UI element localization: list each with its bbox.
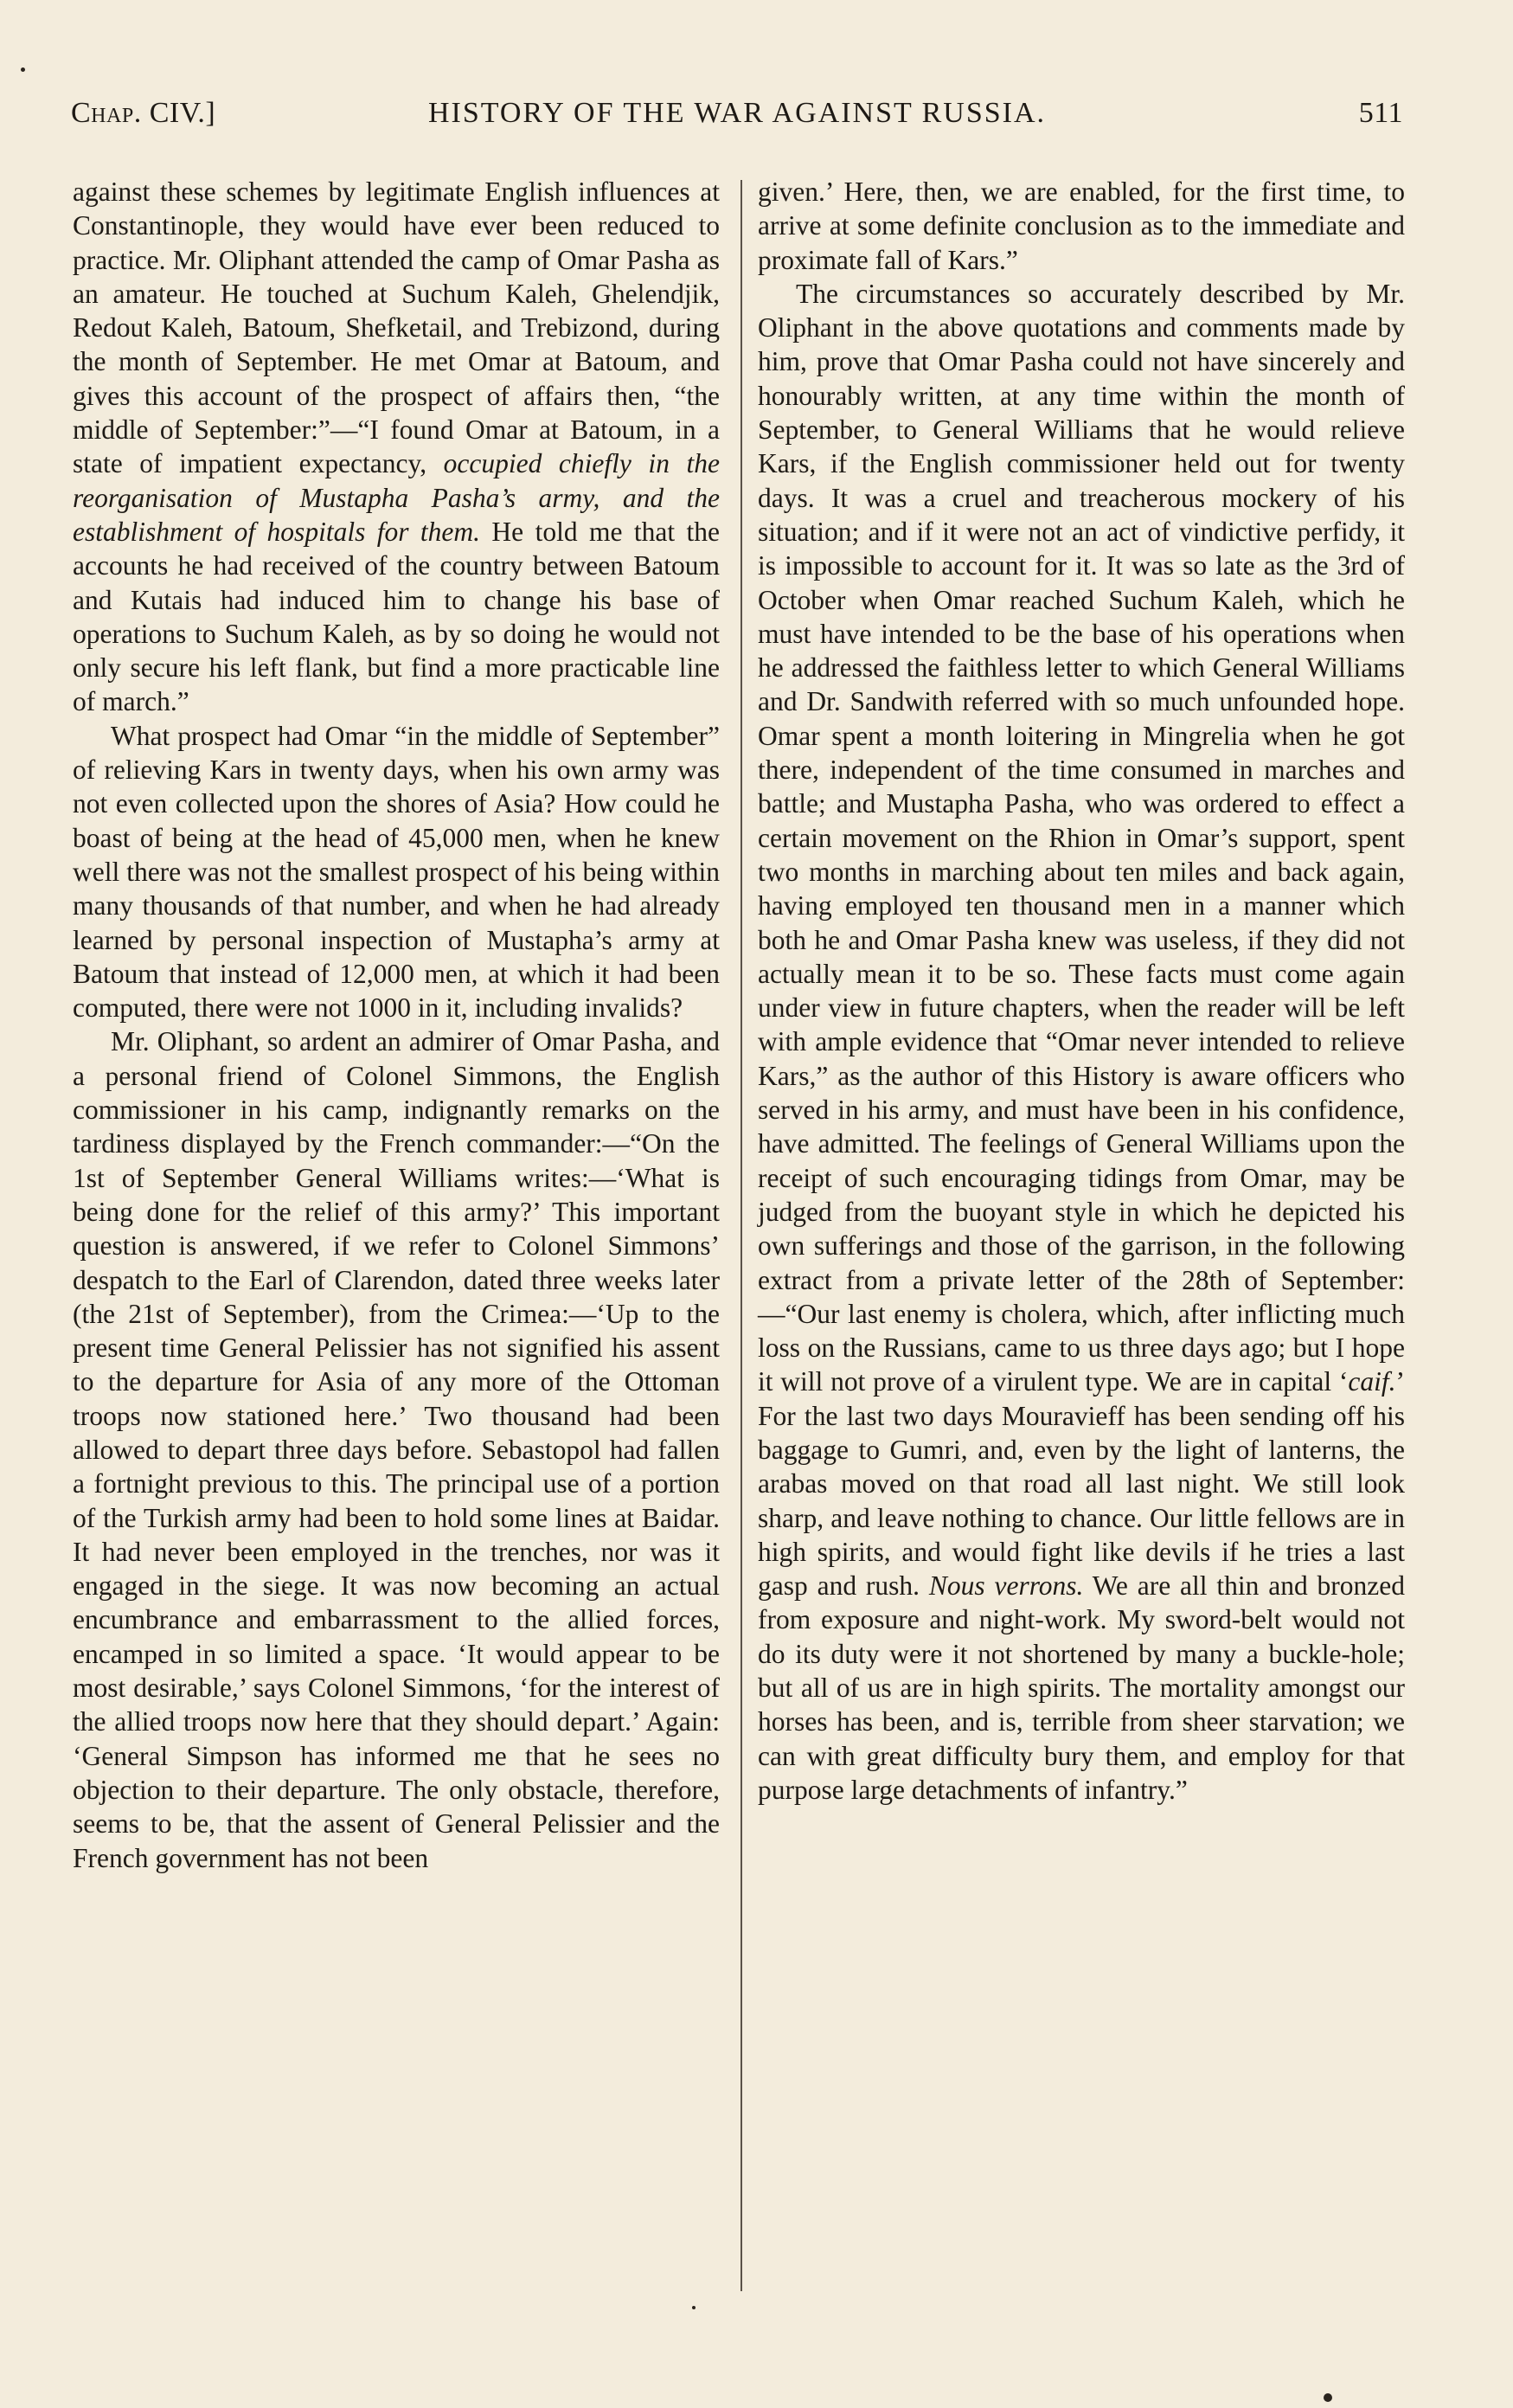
ink-speck — [21, 67, 25, 72]
chapter-label: Chap. CIV.] — [71, 97, 216, 129]
page-number: 511 — [1358, 97, 1403, 129]
book-title: HISTORY OF THE WAR AGAINST RUSSIA. — [427, 97, 1047, 129]
running-head — [71, 97, 1403, 149]
ink-speck — [692, 2306, 696, 2309]
paragraph: The circumstances so accurately described by Mr. Oliphant in the above quotations and comments made by him, prove that Omar Pasha could not have sincerely and honourably written, at any time within the month of September, to General Williams that he would relieve Kars, if the English commissioner held out for twenty days. It was a cruel and treacherous mockery of his situation; and if it were not an act of vindictive perfidy, it is impossible to account for it. It was so late as the 3rd of October when Omar reached Suchum Kaleh, which he must have intended to be the base of his operations when he addressed the faithless letter to which General Williams and Dr. Sandwith referred with so much unfounded hope. Omar spent a month loitering in Mingrelia when he got there, independent of the time consumed in marches and battle; and Mustapha Pasha, who was ordered to effect a certain movement on the Rhion in Omar’s support, spent two months in marching about ten miles and back again, having employed ten thousand men in a manner which both he and Omar Pasha knew was useless, if they did not actually mean it to be so. These facts must come again under view in future chapters, when the reader will be left with ample evidence that “Omar never intended to relieve Kars,” as the author of this History is aware officers who served in his army, and must have been in his confidence, have admitted. The feelings of General Williams upon the receipt of such encouraging tidings from Omar, may be judged from the buoyant style in which he depicted his own sufferings and those of the garrison, in the following extract from a private letter of the 28th of September:—“Our last enemy is cholera, which, after inflicting much loss on the Russians, came to us three days ago; but I hope it will not prove of a virulent type. We are in capital ‘caif.’ For the last two days Mouravieff has been sending off his baggage to Gumri, and, even by the light of lanterns, the arabas moved on that road all last night. We still look sharp, and leave nothing to chance. Our little fellows are in high spirits, and would fight like devils if he tries a last gasp and rush. Nous verrons. We are all thin and bronzed from exposure and night-work. My sword-belt would not do its duty were it not shortened by many a buckle-hole; but all of us are in high spirits. The mortality amongst our horses has been, and is, terrible from sheer starvation; we can with great difficulty bury them, and employ for that purpose large detachments of infantry.” — [758, 278, 1405, 1805]
paragraph: given.’ Here, then, we are enabled, for the first time, to arrive at some definite conclusion as to the immediate and proximate fall of Kars.” — [758, 177, 1405, 275]
paragraph: Mr. Oliphant, so ardent an admirer of Omar Pasha, and a personal friend of Colonel Simmons, the English commissioner in his camp, indignantly remarks on the tardiness displayed by the French commander:—“On the 1st of September General Williams writes:—‘What is being done for the relief of this army?’ This important question is answered, if we refer to Colonel Simmons’ despatch to the Earl of Clarendon, dated three weeks later (the 21st of September), from the Crimea:—‘Up to the present time General Pelissier has not signified his assent to the departure for Asia of any more of the Ottoman troops now stationed here.’ Two thousand had been allowed to depart three days before. Sebastopol had fallen a fortnight previous to this. The principal use of a portion of the Turkish army had been to hold some lines at Baidar. It had never been employed in the trenches, nor was it engaged in the siege. It was now becoming an actual encumbrance and embarrassment to the allied forces, encamped in so limited a space. ‘It would appear to be most desirable,’ says Colonel Simmons, ‘for the interest of the allied troops now here that they should depart.’ Again: ‘General Simpson has informed me that he sees no objection to their departure. The only obstacle, therefore, seems to be, that the assent of General Pelissier and the French government has not been — [73, 1026, 720, 1873]
paragraph: against these schemes by legitimate English influences at Constantinople, they would have ever been reduced to practice. Mr. Oliphant attended the camp of Omar Pasha as an amateur. He touched at Suchum Kaleh, Ghelendjik, Redout Kaleh, Batoum, Shefketail, and Trebizond, during the month of September. He met Omar at Batoum, and gives this account of the prospect of affairs then, “the middle of September:”—“I found Omar at Batoum, in a state of impatient expectancy, occupied chiefly in the reorganisation of Mustapha Pasha’s army, and the establishment of hospitals for them. He told me that the accounts he had received of the country between Batoum and Kutais had induced him to change his base of operations to Suchum Kaleh, as by so doing he would not only secure his left flank, but find a more practicable line of march.” — [73, 177, 720, 717]
ink-speck — [1324, 2393, 1332, 2402]
column-divider — [740, 180, 742, 2291]
paragraph: What prospect had Omar “in the middle of September” of relieving Kars in twenty days, when his own army was not even collected upon the shores of Asia? How could he boast of being at the head of 45,000 men, when he knew well there was not the smallest prospect of his being within many thousands of that number, and when he had already learned by personal inspection of Mustapha’s army at Batoum that instead of 12,000 men, at which it had been computed, there were not 1000 in it, including invalids? — [73, 720, 720, 1024]
right-column — [758, 175, 1405, 1807]
left-column — [73, 175, 720, 1875]
